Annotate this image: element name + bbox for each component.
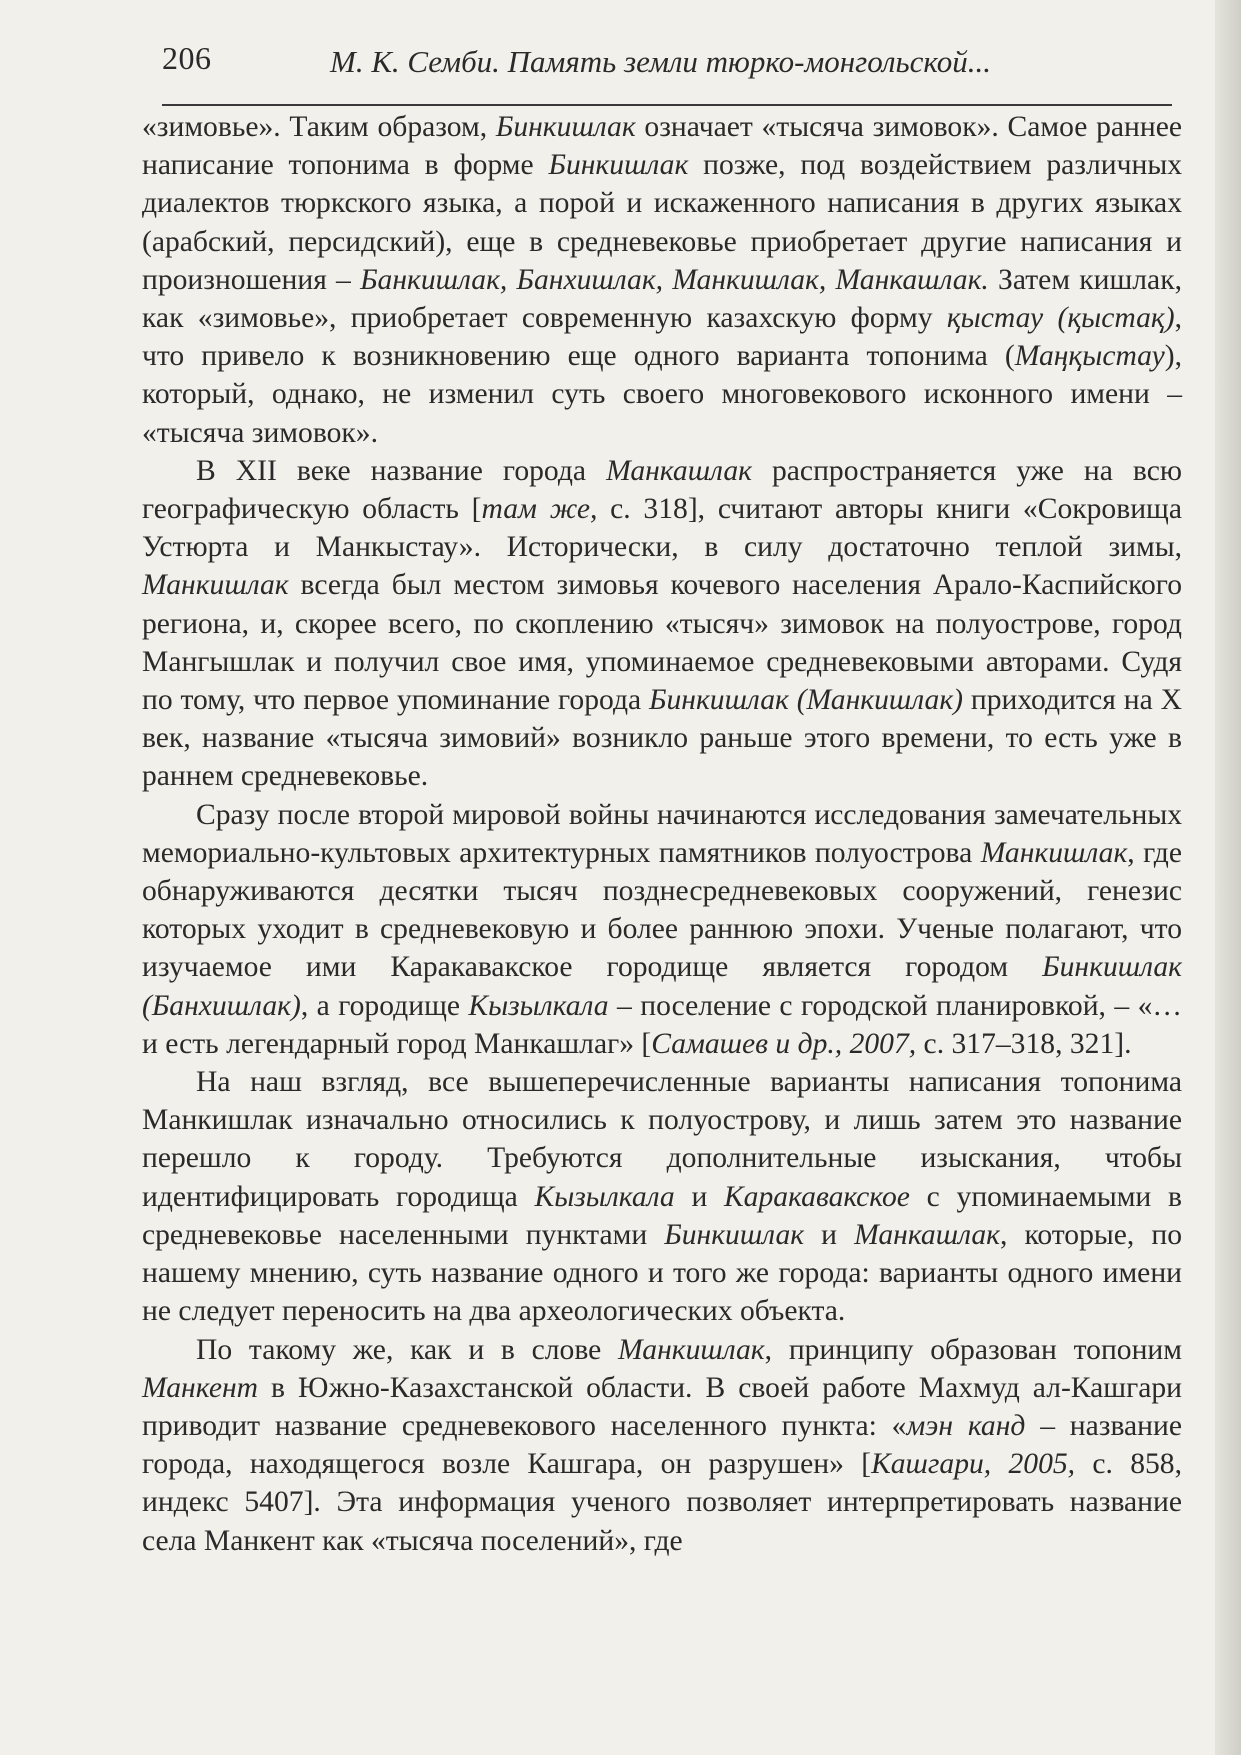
text-run: – поселение с городской планировкой, – «…и есть легендарный город Манкашлаг» [ [142,989,1182,1060]
text-run: Затем кишлак, как «зимовье», приобретает современную казахскую форму [142,263,1182,335]
italic-term: Бинкишлак [664,1218,805,1251]
text-run: Сразу после второй мировой войны начинаются исследования замечательных мемориально-культовых архитектурных памятников полуострова [142,798,1182,869]
italic-term: Манкент [142,1371,259,1404]
running-head: М. К. Семби. Память земли тюрко-монгольской... [330,44,991,79]
text-run: распространяется уже на всю географическую область [ [142,454,1182,526]
italic-term: Самашев и др., 2007, [651,1027,917,1060]
body-text [142,108,1182,1560]
italic-term: Кызылкала [534,1180,675,1213]
text-run: «зимовье». Таким образом, [142,111,496,143]
text-run: , а городище [300,989,469,1022]
text-run: , которые, по нашему мнению, суть название одного и того же города: варианты одного имени не следует переносить на два археологических объекта. [142,1218,1183,1328]
header-rule [162,104,1172,106]
page-header [162,40,1172,106]
text-run: всегда был местом зимовья кочевого населения Арало-Каспийского региона, и, скорее всего, по скоплению «тысяч» зимовок на полуострове, город Мангышлак и получил свое имя, упоминаемое средневековыми авторами. Судя по тому, что первое упоминание города [142,569,1182,717]
italic-term: қыстау (қыстақ) [946,302,1175,335]
text-run: В XII веке название города [196,454,607,487]
page-edge-shadow [1215,0,1241,1755]
page-number: 206 [162,40,212,76]
text-run: означает «тысяча зимовок». Самое раннее написание топонима в форме [142,111,1182,182]
italic-term: Банкишлак, Банхишлак, Манкишлак, Манкашлак. [360,263,989,296]
italic-term: Бинкишлак (Манкишлак) [649,684,964,717]
text-run: , где обнаруживаются десятки тысяч позднесредневековых сооружений, генезис которых уходит в средневековую и более раннюю эпохи. Ученые полагают, что изучаемое ими Каракавакское городище является городом [142,836,1182,984]
text-run: в Южно-Казахстанской области. В своей работе Махмуд ал-Кашгари приводит название средневекового населенного пункта: « [142,1371,1182,1442]
text-run: На наш взгляд, все вышеперечисленные варианты написания топонима Манкишлак изначально относились к полуострову, и лишь затем это название перешло к городу. Требуются дополнительные изыскания, чтобы идентифицировать городища [142,1066,1182,1213]
italic-term: там же, [481,493,598,526]
italic-term: Кызылкала [468,989,609,1022]
text-run: , что привело к возникновению еще одного варианта топонима ( [142,302,1182,373]
text-run: с. 858, индекс 5407]. Эта информация ученого позволяет интерпретировать название села Манкент как «тысяча поселений», где [142,1448,1183,1557]
text-run: и [674,1180,725,1213]
paragraph [142,1331,1182,1560]
italic-term: Каракавакское [724,1180,910,1213]
italic-term: Кашгари, 2005, [871,1448,1076,1481]
paragraph [142,108,1182,452]
paragraph [142,796,1182,1063]
text-run: – название города, находящегося возле Кашгара, он разрушен» [ [142,1409,1182,1481]
italic-term: Бинкишлак (Банхишлак) [142,951,1182,1022]
text-run: , принципу образован топоним [764,1333,1182,1366]
italic-term: Манкишлак [142,569,289,602]
italic-term: Маңқыстау [1014,340,1165,373]
text-run: ), который, однако, не изменил суть своего многовекового исконного имени – «тысяча зимовок». [142,340,1182,449]
text-run: и [804,1218,855,1251]
paragraph [142,1063,1182,1330]
italic-term: Бинкишлак [548,149,689,182]
italic-term: Манкашлак [606,454,752,487]
text-run: с. 318], считают авторы книги «Сокровища Устюрта и Манкыстау». Исторически, в силу достаточно теплой зимы, [142,493,1182,564]
text-run: с. 317–318, 321]. [916,1027,1132,1060]
text-run: позже, под воздействием различных диалектов тюркского языка, а порой и искаженного написания в других языках (арабский, персидский), еще в средневековье приобретает другие написания и произношения – [142,149,1182,296]
italic-term: мэн канд [906,1409,1026,1442]
text-run: с упоминаемыми в средневековье населенными пунктами [142,1180,1182,1251]
italic-term: Манкишлак [980,836,1128,869]
paragraph [142,452,1182,796]
italic-term: Манкашлак [854,1218,1000,1251]
italic-term: Бинкишлак [495,111,636,143]
text-run: По такому же, как и в слове [196,1333,619,1366]
italic-term: Манкишлак [618,1333,765,1366]
text-run: приходится на X век, название «тысяча зимовий» возникло раньше этого времени, то есть уже в раннем средневековье. [142,684,1182,793]
